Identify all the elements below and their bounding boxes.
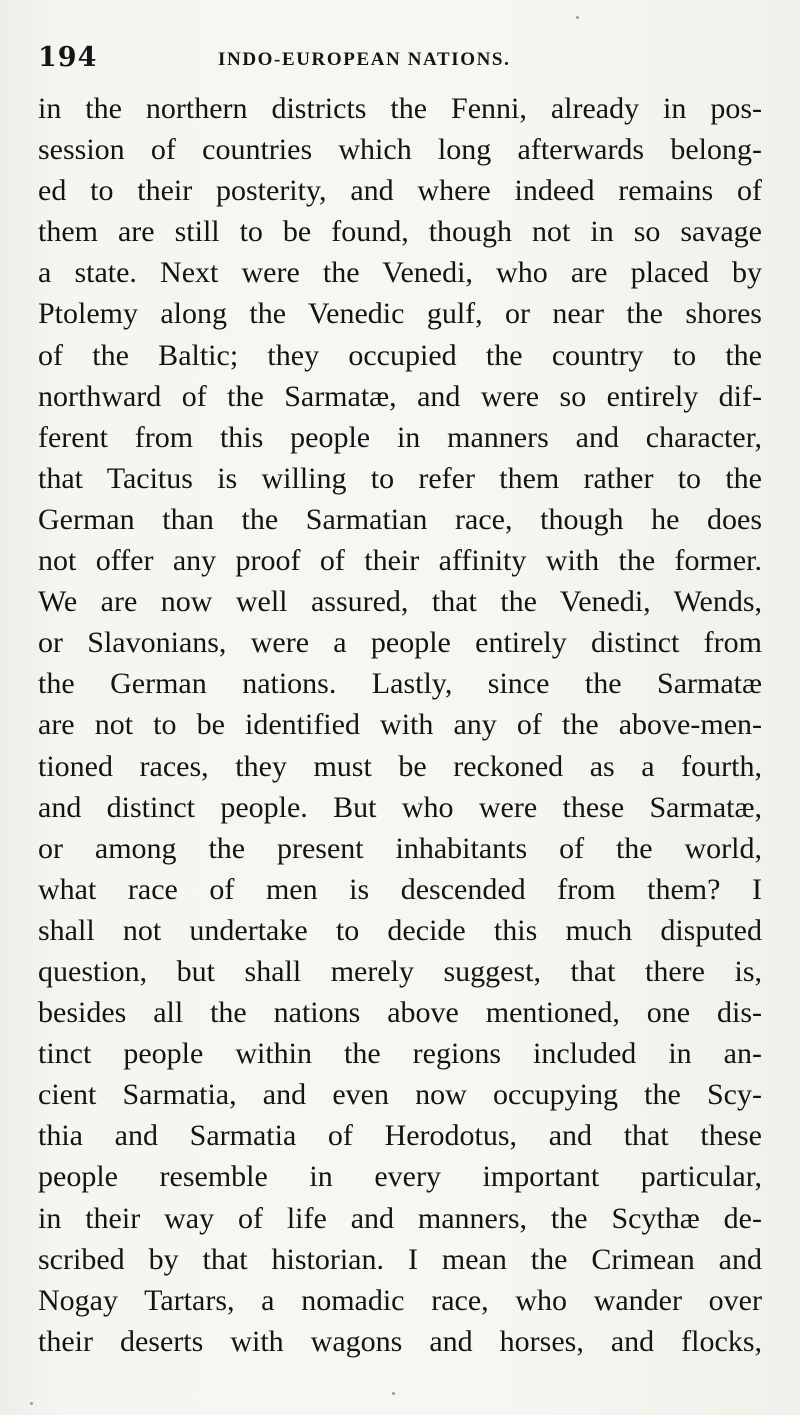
paper-speck <box>576 16 579 19</box>
text-line: besides all the nations above mentioned, one dis- <box>38 996 762 1030</box>
text-line: cient Sarmatia, and even now occupying the Scy- <box>38 1078 762 1112</box>
text-line: in the northern districts the Fenni, already in pos- <box>38 92 762 125</box>
paper-speck <box>392 1392 395 1395</box>
body-text <box>38 88 762 1362</box>
text-line: of the Baltic; they occupied the country to the <box>38 338 762 372</box>
page-number: 194 <box>38 42 98 73</box>
text-line: Ptolemy along the Venedic gulf, or near the shores <box>38 297 762 331</box>
text-line: and distinct people. But who were these Sarmatæ, <box>38 790 762 824</box>
text-line: in their way of life and manners, the Scythæ de- <box>38 1201 762 1235</box>
text-line: a state. Next were the Venedi, who are placed by <box>38 256 762 290</box>
text-line: the German nations. Lastly, since the Sarmatæ <box>38 667 762 701</box>
text-line: are not to be identified with any of the above-men- <box>38 708 762 742</box>
text-line: their deserts with wagons and horses, and flocks, <box>38 1324 762 1358</box>
text-line: Nogay Tartars, a nomadic race, who wander over <box>38 1283 762 1317</box>
text-line: shall not undertake to decide this much disputed <box>38 913 762 947</box>
text-line: tinct people within the regions included in an- <box>38 1037 762 1071</box>
text-line: or Slavonians, were a people entirely distinct from <box>38 626 762 660</box>
text-line: that Tacitus is willing to refer them rather to the <box>38 461 762 495</box>
text-line: question, but shall merely suggest, that there is, <box>38 954 762 988</box>
text-line: people resemble in every important particular, <box>38 1160 762 1194</box>
text-line: what race of men is descended from them? I <box>38 872 762 906</box>
text-line: ferent from this people in manners and character, <box>38 420 762 454</box>
text-line: session of countries which long afterwards belong- <box>38 133 762 167</box>
text-line: or among the present inhabitants of the world, <box>38 831 762 865</box>
text-line: tioned races, they must be reckoned as a fourth, <box>38 749 762 783</box>
running-head <box>38 38 768 78</box>
text-line: scribed by that historian. I mean the Crimean and <box>38 1242 762 1276</box>
text-line: not offer any proof of their affinity with the former. <box>38 544 762 578</box>
text-line: We are now well assured, that the Venedi, Wends, <box>38 585 762 619</box>
text-line: northward of the Sarmatæ, and were so entirely dif- <box>38 379 762 413</box>
running-title: INDO-EUROPEAN NATIONS. <box>218 49 511 70</box>
text-line: them are still to be found, though not in so savage <box>38 215 762 249</box>
paper-speck <box>30 1402 33 1405</box>
text-line: German than the Sarmatian race, though he does <box>38 502 762 536</box>
text-line: ed to their posterity, and where indeed remains of <box>38 174 762 208</box>
text-line: thia and Sarmatia of Herodotus, and that these <box>38 1119 762 1153</box>
